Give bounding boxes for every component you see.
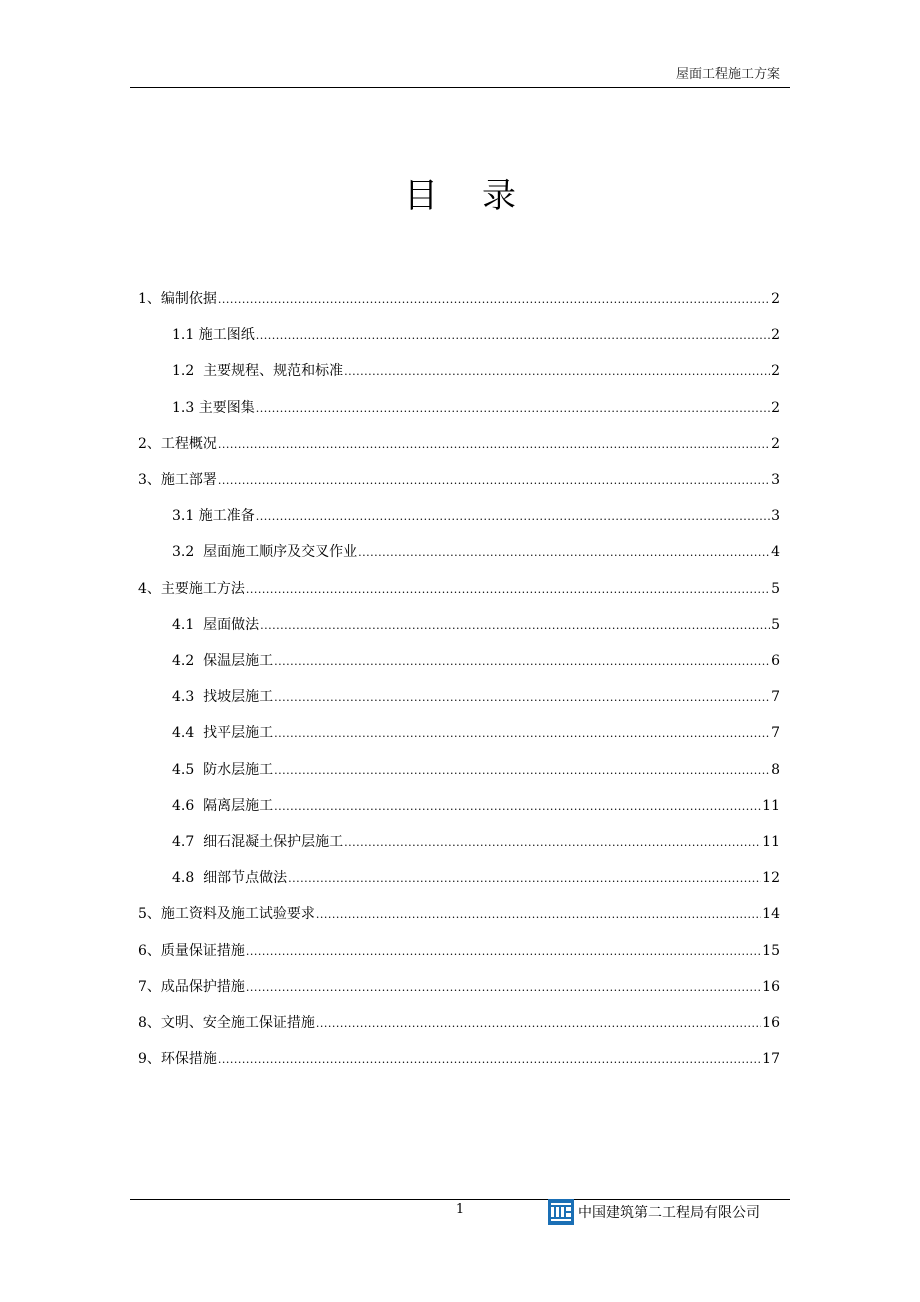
toc-entry-number: 4.6	[172, 797, 204, 814]
toc-entry[interactable]	[138, 469, 780, 491]
toc-dot-leader	[316, 904, 761, 926]
toc-entry-number: 3、	[138, 472, 161, 488]
toc-dot-leader	[218, 289, 770, 311]
toc-entry-number: 4、	[138, 580, 161, 597]
toc-entry[interactable]	[172, 650, 780, 672]
toc-entry-number: 4.8	[172, 870, 204, 887]
toc-entry-page: 4	[771, 544, 780, 561]
toc-entry-label: 屋面做法	[203, 616, 260, 633]
toc-entry-label: 施工部署	[160, 472, 217, 488]
toc-entry-page: 7	[771, 689, 780, 706]
toc-entry-label: 防水层施工	[203, 761, 274, 778]
toc-entry-number: 9、	[138, 1051, 161, 1068]
toc-entry-page: 11	[762, 797, 780, 814]
toc-entry-page: 16	[762, 1015, 780, 1031]
toc-dot-leader	[274, 796, 761, 818]
footer-divider	[130, 1199, 790, 1200]
toc-entry-label: 编制依据	[160, 291, 217, 307]
toc-entry-number: 8、	[138, 1015, 161, 1031]
toc-entry-label: 施工资料及施工试验要求	[160, 906, 315, 923]
toc-entry-number: 3.2	[172, 544, 204, 561]
toc-entry-label: 细石混凝土保护层施工	[203, 834, 344, 850]
toc-dot-leader	[218, 470, 770, 492]
toc-entry[interactable]	[172, 831, 780, 853]
toc-dot-leader	[274, 723, 770, 745]
toc-entry[interactable]	[172, 397, 780, 419]
toc-entry-page: 14	[762, 906, 780, 923]
cscec-logo-icon	[548, 1199, 574, 1225]
toc-dot-leader	[274, 687, 770, 709]
toc-dot-leader	[316, 1013, 761, 1035]
toc-entry-label: 屋面施工顺序及交叉作业	[203, 544, 358, 561]
toc-entry-number: 4.5	[172, 761, 204, 778]
toc-entry-label: 主要规程、规范和标准	[203, 363, 344, 380]
toc-entry-number: 4.3	[172, 689, 204, 706]
toc-entry-page: 15	[762, 942, 780, 959]
toc-entry-number: 5、	[138, 906, 161, 923]
toc-entry-label: 主要施工方法	[160, 580, 245, 597]
toc-entry-page: 3	[771, 508, 780, 525]
toc-entry-page: 2	[771, 399, 780, 416]
toc-dot-leader	[256, 506, 770, 528]
toc-entry-number: 1、	[138, 291, 161, 307]
toc-entry-page: 3	[771, 472, 780, 488]
toc-entry-number: 4.7	[172, 834, 204, 850]
toc-entry-label: 环保措施	[160, 1051, 217, 1068]
toc-entry[interactable]	[138, 940, 780, 962]
toc-entry-number: 1.3	[172, 399, 199, 416]
toc-entry[interactable]	[138, 433, 780, 455]
toc-entry-page: 17	[762, 1051, 780, 1068]
toc-entry-page: 12	[762, 870, 780, 887]
toc-entry-label: 成品保护措施	[160, 978, 245, 995]
toc-entry[interactable]	[172, 759, 780, 781]
toc-entry-page: 5	[771, 616, 780, 633]
toc-entry[interactable]	[172, 505, 780, 527]
toc-entry-label: 找坡层施工	[203, 689, 274, 706]
toc-dot-leader	[218, 1049, 761, 1071]
footer-page-number: 1	[455, 1202, 465, 1217]
toc-entry-page: 2	[771, 363, 780, 380]
toc-entry[interactable]	[138, 1048, 780, 1070]
toc-entry-page: 2	[771, 435, 780, 452]
toc-entry-page: 7	[771, 725, 780, 742]
toc-heading-char-1: 目	[404, 176, 438, 216]
toc-dot-leader	[246, 977, 761, 999]
toc-dot-leader	[358, 542, 770, 564]
toc-entry-label: 细部节点做法	[203, 870, 288, 887]
header-divider	[130, 87, 790, 88]
toc-dot-leader	[344, 361, 770, 383]
toc-entry-page: 16	[762, 978, 780, 995]
toc-entry-page: 2	[771, 291, 780, 307]
toc-entry-number: 4.1	[172, 616, 204, 633]
toc-entry-label: 施工准备	[198, 508, 255, 525]
toc-entry-label: 工程概况	[160, 435, 217, 452]
toc-entry-label: 主要图集	[198, 399, 255, 416]
toc-dot-leader	[246, 579, 770, 601]
toc-entry[interactable]	[172, 324, 780, 346]
toc-entry-label: 质量保证措施	[160, 942, 245, 959]
toc-entry-page: 5	[771, 580, 780, 597]
toc-dot-leader	[246, 941, 761, 963]
toc-dot-leader	[260, 615, 770, 637]
toc-entry[interactable]	[138, 1012, 780, 1034]
toc-entry-page: 11	[762, 834, 780, 850]
toc-dot-leader	[274, 760, 770, 782]
toc-entry-label: 保温层施工	[203, 653, 274, 669]
toc-entry-number: 7、	[138, 978, 161, 995]
toc-entry[interactable]	[138, 578, 780, 600]
toc-entry[interactable]	[138, 288, 780, 310]
toc-dot-leader	[288, 868, 761, 890]
toc-entry[interactable]	[172, 686, 780, 708]
toc-heading-char-2: 录	[482, 176, 516, 216]
toc-entry-label: 文明、安全施工保证措施	[160, 1015, 315, 1031]
toc-entry-number: 6、	[138, 942, 161, 959]
toc-entry-number: 2、	[138, 435, 161, 452]
toc-entry-page: 8	[771, 761, 780, 778]
toc-entry-label: 找平层施工	[203, 725, 274, 742]
toc-entry-label: 施工图纸	[198, 327, 255, 344]
toc-entry[interactable]	[172, 722, 780, 744]
toc-entry[interactable]	[172, 867, 780, 889]
toc-entry[interactable]	[172, 541, 780, 563]
toc-entry-number: 1.1	[172, 327, 199, 344]
toc-dot-leader	[274, 651, 770, 673]
toc-entry[interactable]	[172, 795, 780, 817]
toc-entry-label: 隔离层施工	[203, 797, 274, 814]
footer-company-name: 中国建筑第二工程局有限公司	[578, 1205, 760, 1221]
toc-entry-number: 3.1	[172, 508, 199, 525]
toc-entry[interactable]	[138, 976, 780, 998]
toc-entry-page: 6	[771, 653, 780, 669]
toc-dot-leader	[256, 325, 770, 347]
toc-dot-leader	[218, 434, 770, 456]
toc-entry[interactable]	[172, 360, 780, 382]
toc-entry-number: 4.4	[172, 725, 204, 742]
toc-dot-leader	[344, 832, 761, 854]
toc-entry-page: 2	[771, 327, 780, 344]
toc-entry[interactable]	[138, 903, 780, 925]
toc-dot-leader	[256, 398, 770, 420]
toc-heading	[0, 174, 920, 218]
header-title: 屋面工程施工方案	[675, 67, 780, 82]
toc-entry-number: 4.2	[172, 653, 204, 669]
toc-entry-number: 1.2	[172, 363, 204, 380]
toc-entry[interactable]	[172, 614, 780, 636]
